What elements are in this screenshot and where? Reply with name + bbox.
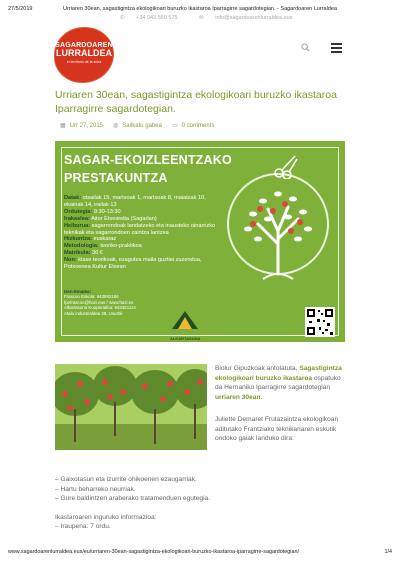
print-title: Urriaren 30ean, sagastigintza ekologikoari buruzko ikastaroa Iparragirre sagardotegian. - Sagardoaren Lurraldea <box>63 6 337 12</box>
print-header <box>8 6 392 12</box>
poster-contact: Izen-Ematea: Frascoo Eskola: 943892186 fpefrascoo@hazi.eus / www.hazi.es Alkartasuna Kooperatiba: 943361114 Atalu industrialdea 28, Usurbil <box>64 289 136 316</box>
poster-info-row: Helburua: sagarrondoak landatzeko eta inausteko oinarrizko teknikak eta sagarrondoen zaintza lantzea <box>64 222 216 236</box>
topics-list <box>55 475 345 532</box>
poster-heading: SAGAR-EKOIZLEENTZAKO <box>64 153 232 167</box>
folder-icon: ◍ <box>113 123 119 129</box>
poster-subheading: PRESTAKUNTZA <box>64 171 168 185</box>
contact-bar <box>120 15 312 21</box>
poster-info <box>64 195 224 271</box>
page-url: www.sagardoarenlurraldea.eus/eu/urriaren-30ean-sagastigintza-ekologikoari-buruzko-ikastaroa-iparragirre-sagardotegian/ <box>8 549 299 555</box>
logo-line2: LURRALDEA <box>56 48 112 58</box>
calendar-icon: ▦ <box>60 123 66 129</box>
pruning-shears-icon <box>273 153 299 179</box>
site-logo[interactable] <box>55 28 113 82</box>
logo-tagline: el territorio de la sidra <box>66 60 102 64</box>
poster-info-row: Matrikula: 36 € <box>64 250 103 257</box>
poster-info-row: Datak: otsailak 15, martxoak 1, martxoak 8, maiatzak 10, ekainak 14, irailak 13 <box>64 195 206 208</box>
comment-icon: ▭ <box>171 123 178 129</box>
print-footer <box>8 549 392 555</box>
poster-info-row: Non: klase teorikoak, ezagutza maila guztiei zuzendua, Potxoenea Kultur Etxean <box>64 257 202 271</box>
page-number: 1/4 <box>384 549 392 555</box>
poster-info-row: Ordutegia: 9:30-13:30 <box>64 208 121 215</box>
print-date: 27/5/2019 <box>8 6 33 12</box>
qr-code-icon <box>305 307 335 337</box>
poster-info-row: Metodologia: teoriko-praktikoa <box>64 243 142 250</box>
post-category-link[interactable]: ◍ Sailkatu gabea <box>113 122 162 129</box>
topics-intro-paragraph: Juliette Demaret Frutazaintza ekologikoan aditutako Frantziako teknikariaren eskutik ondoko gaiak landuko dira: <box>215 416 339 442</box>
phone-icon: ✆ <box>120 15 127 21</box>
poster-info-row: Hizkuntza: euskaraz <box>64 236 117 243</box>
list-item: – Iraupena: 7 ordu. <box>55 523 111 530</box>
list-item: – Gure baldintzen araberako tratamenduen egutegia. <box>55 495 211 502</box>
logo-line1: SAGARDOAREN <box>55 42 113 49</box>
post-comments-link[interactable]: ▭ 0 comments <box>171 122 215 129</box>
info-heading: Ikastaroaren inguruko informazioa: <box>55 513 157 521</box>
phone-link[interactable]: ✆ +34 943 550 575 <box>120 15 178 21</box>
list-item: – Gaixotasun eta izurrite ohikoenen ezaugarriak. <box>55 476 197 483</box>
hamburger-menu-icon[interactable] <box>331 43 342 55</box>
course-poster-image <box>55 141 345 342</box>
alkartasuna-logo: ALKARTASUNA <box>170 309 200 341</box>
post-date: ▦ Urr 27, 2015 <box>60 122 104 129</box>
post-title: Urriaren 30ean, sagastigintza ekologikoari buruzko ikastaroa Iparragirre sagardotegian. <box>55 89 337 115</box>
search-icon[interactable] <box>301 43 310 52</box>
email-link[interactable]: ✉ info@sagardoarenlurraldea.eus <box>199 15 293 21</box>
poster-info-row: Irakaslea: Aitor Etxeandia (Sagarlan) <box>64 215 157 222</box>
apple-orchard-photo <box>55 364 207 450</box>
list-item: – Hartu beharreko neurriak. <box>55 485 136 493</box>
mail-icon: ✉ <box>199 15 206 21</box>
post-meta <box>60 122 224 129</box>
apple-tree-icon <box>223 169 333 309</box>
intro-paragraph: Biolur Gipuzkoak antolatuta, Sagastigintza ekologikoari buruzko ikastaroa ospatuko da Hernaniko Iparragirre sagardotegian urriaren 30ean. <box>215 365 342 401</box>
mountain-icon <box>170 309 200 331</box>
